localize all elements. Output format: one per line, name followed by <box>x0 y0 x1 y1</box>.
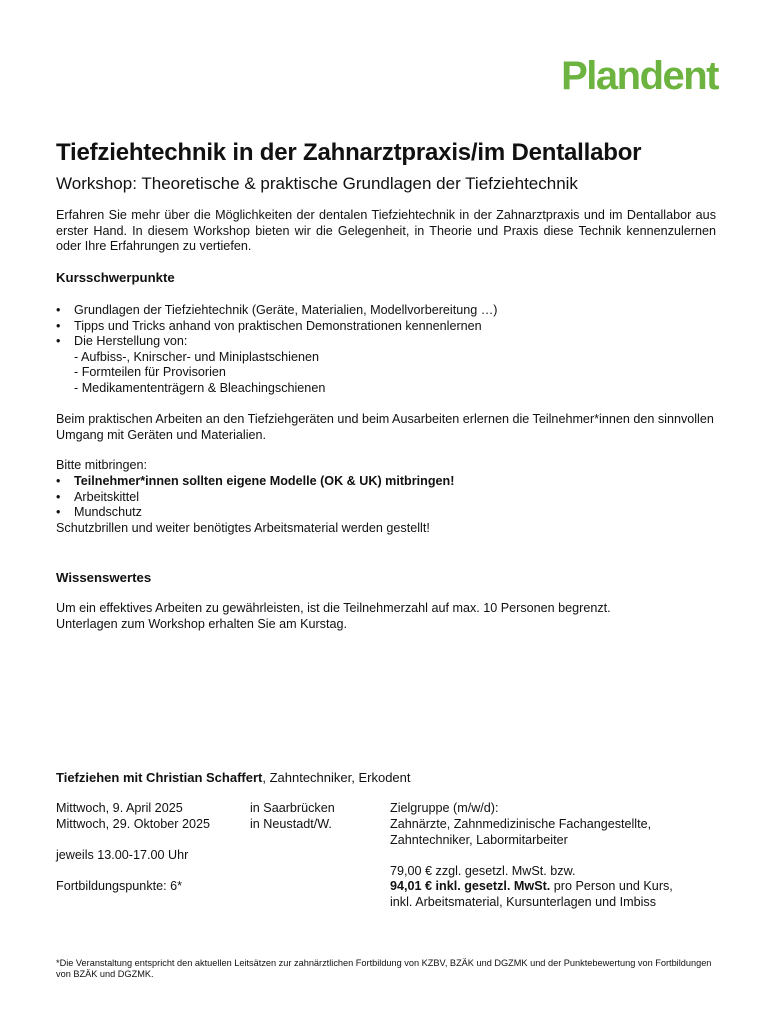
place-2: in Neustadt/W. <box>250 817 332 831</box>
kurs-heading: Kursschwerpunkte <box>56 270 175 285</box>
list-item-text: Arbeitskittel <box>74 489 140 504</box>
speaker-name: Tiefziehen mit Christian Schaffert <box>56 770 263 785</box>
page-subtitle: Workshop: Theoretische & praktische Grundlagen der Tiefziehtechnik <box>56 174 578 193</box>
wissen-heading: Wissenswertes <box>56 570 152 585</box>
sub-item: - Formteilen für Provisorien <box>74 365 226 380</box>
wissen-line-2: Unterlagen zum Workshop erhalten Sie am Kurstag. <box>56 617 347 631</box>
speaker-role: , Zahntechniker, Erkodent <box>262 770 411 785</box>
price-incl: 94,01 € inkl. gesetzl. MwSt. <box>390 879 551 893</box>
praxis-paragraph: Beim praktischen Arbeiten an den Tiefziehgeräten und beim Ausarbeiten erlernen die Teilnehmer*innen den sinnvollen Umgang mit Geräten und Materialien. <box>56 412 714 442</box>
list-item-text: Tipps und Tricks anhand von praktischen Demonstrationen kennenlernen <box>74 318 482 333</box>
time-text: jeweils 13.00-17.00 Uhr <box>56 848 189 862</box>
bullet-icon: • <box>56 303 61 317</box>
kurs-list <box>56 303 716 397</box>
list-item-text: Grundlagen der Tiefziehtechnik (Geräte, Materialien, Modellvorbereitung …) <box>74 303 498 317</box>
price-line-3: inkl. Arbeitsmaterial, Kursunterlagen und Imbiss <box>390 895 656 909</box>
place-1: in Saarbrücken <box>250 801 335 815</box>
list-item <box>56 490 716 506</box>
zielgruppe-label: Zielgruppe (m/w/d): <box>390 801 499 815</box>
list-item-text: Mundschutz <box>74 505 142 520</box>
intro-paragraph: Erfahren Sie mehr über die Möglichkeiten der dentalen Tiefziehtechnik in der Zahnarztpraxis und im Dentallabor aus erster Hand. In diesem Workshop bieten wir die Gelegenheit, in Theorie und Praxis diese Technik kennenzulernen oder Ihre Erfahrungen zu vertiefen. <box>56 208 716 254</box>
list-item-text: Die Herstellung von: <box>74 334 188 349</box>
mitbringen-label: Bitte mitbringen: <box>56 458 147 472</box>
bullet-icon: • <box>56 505 61 520</box>
page-title: Tiefziehtechnik in der Zahnarztpraxis/im Dentallabor <box>56 139 642 166</box>
plandent-logo: Plandent <box>561 54 718 98</box>
list-item-text: Teilnehmer*innen sollten eigene Modelle (OK & UK) mitbringen! <box>74 474 455 488</box>
price-line-2 <box>390 879 673 895</box>
points-text: Fortbildungspunkte: 6* <box>56 879 183 893</box>
sub-item: - Aufbiss-, Knirscher- und Miniplastschienen <box>74 349 319 364</box>
bullet-icon: • <box>56 489 61 504</box>
list-item <box>56 474 716 490</box>
mitbringen-note: Schutzbrillen und weiter benötigtes Arbeitsmaterial werden gestellt! <box>56 521 430 535</box>
zielgruppe-line-2: Zahntechniker, Labormitarbeiter <box>390 833 568 847</box>
list-item <box>56 334 716 396</box>
bullet-icon: • <box>56 318 61 333</box>
list-item <box>56 505 716 521</box>
bullet-icon: • <box>56 334 61 349</box>
list-item <box>56 319 716 335</box>
price-per-person: pro Person und Kurs, <box>550 879 673 893</box>
sub-item: - Medikamententrägern & Bleachingschienen <box>74 380 326 395</box>
list-item <box>56 303 716 319</box>
mitbringen-list <box>56 474 716 521</box>
speaker-line <box>56 770 716 786</box>
date-1: Mittwoch, 9. April 2025 <box>56 801 183 815</box>
wissen-line-1: Um ein effektives Arbeiten zu gewährleisten, ist die Teilnehmerzahl auf max. 10 Personen begrenzt. <box>56 601 611 615</box>
price-line-1: 79,00 € zzgl. gesetzl. MwSt. bzw. <box>390 864 576 878</box>
date-2: Mittwoch, 29. Oktober 2025 <box>56 817 211 831</box>
footnote: *Die Veranstaltung entspricht den aktuellen Leitsätzen zur zahnärztlichen Fortbildung von KZBV, BZÄK und DGZMK und der Punktebewertung von Fortbildungen von BZÄK und DGZMK. <box>56 958 712 980</box>
bullet-icon: • <box>56 474 61 488</box>
zielgruppe-line-1: Zahnärzte, Zahnmedizinische Fachangestellte, <box>390 817 652 831</box>
